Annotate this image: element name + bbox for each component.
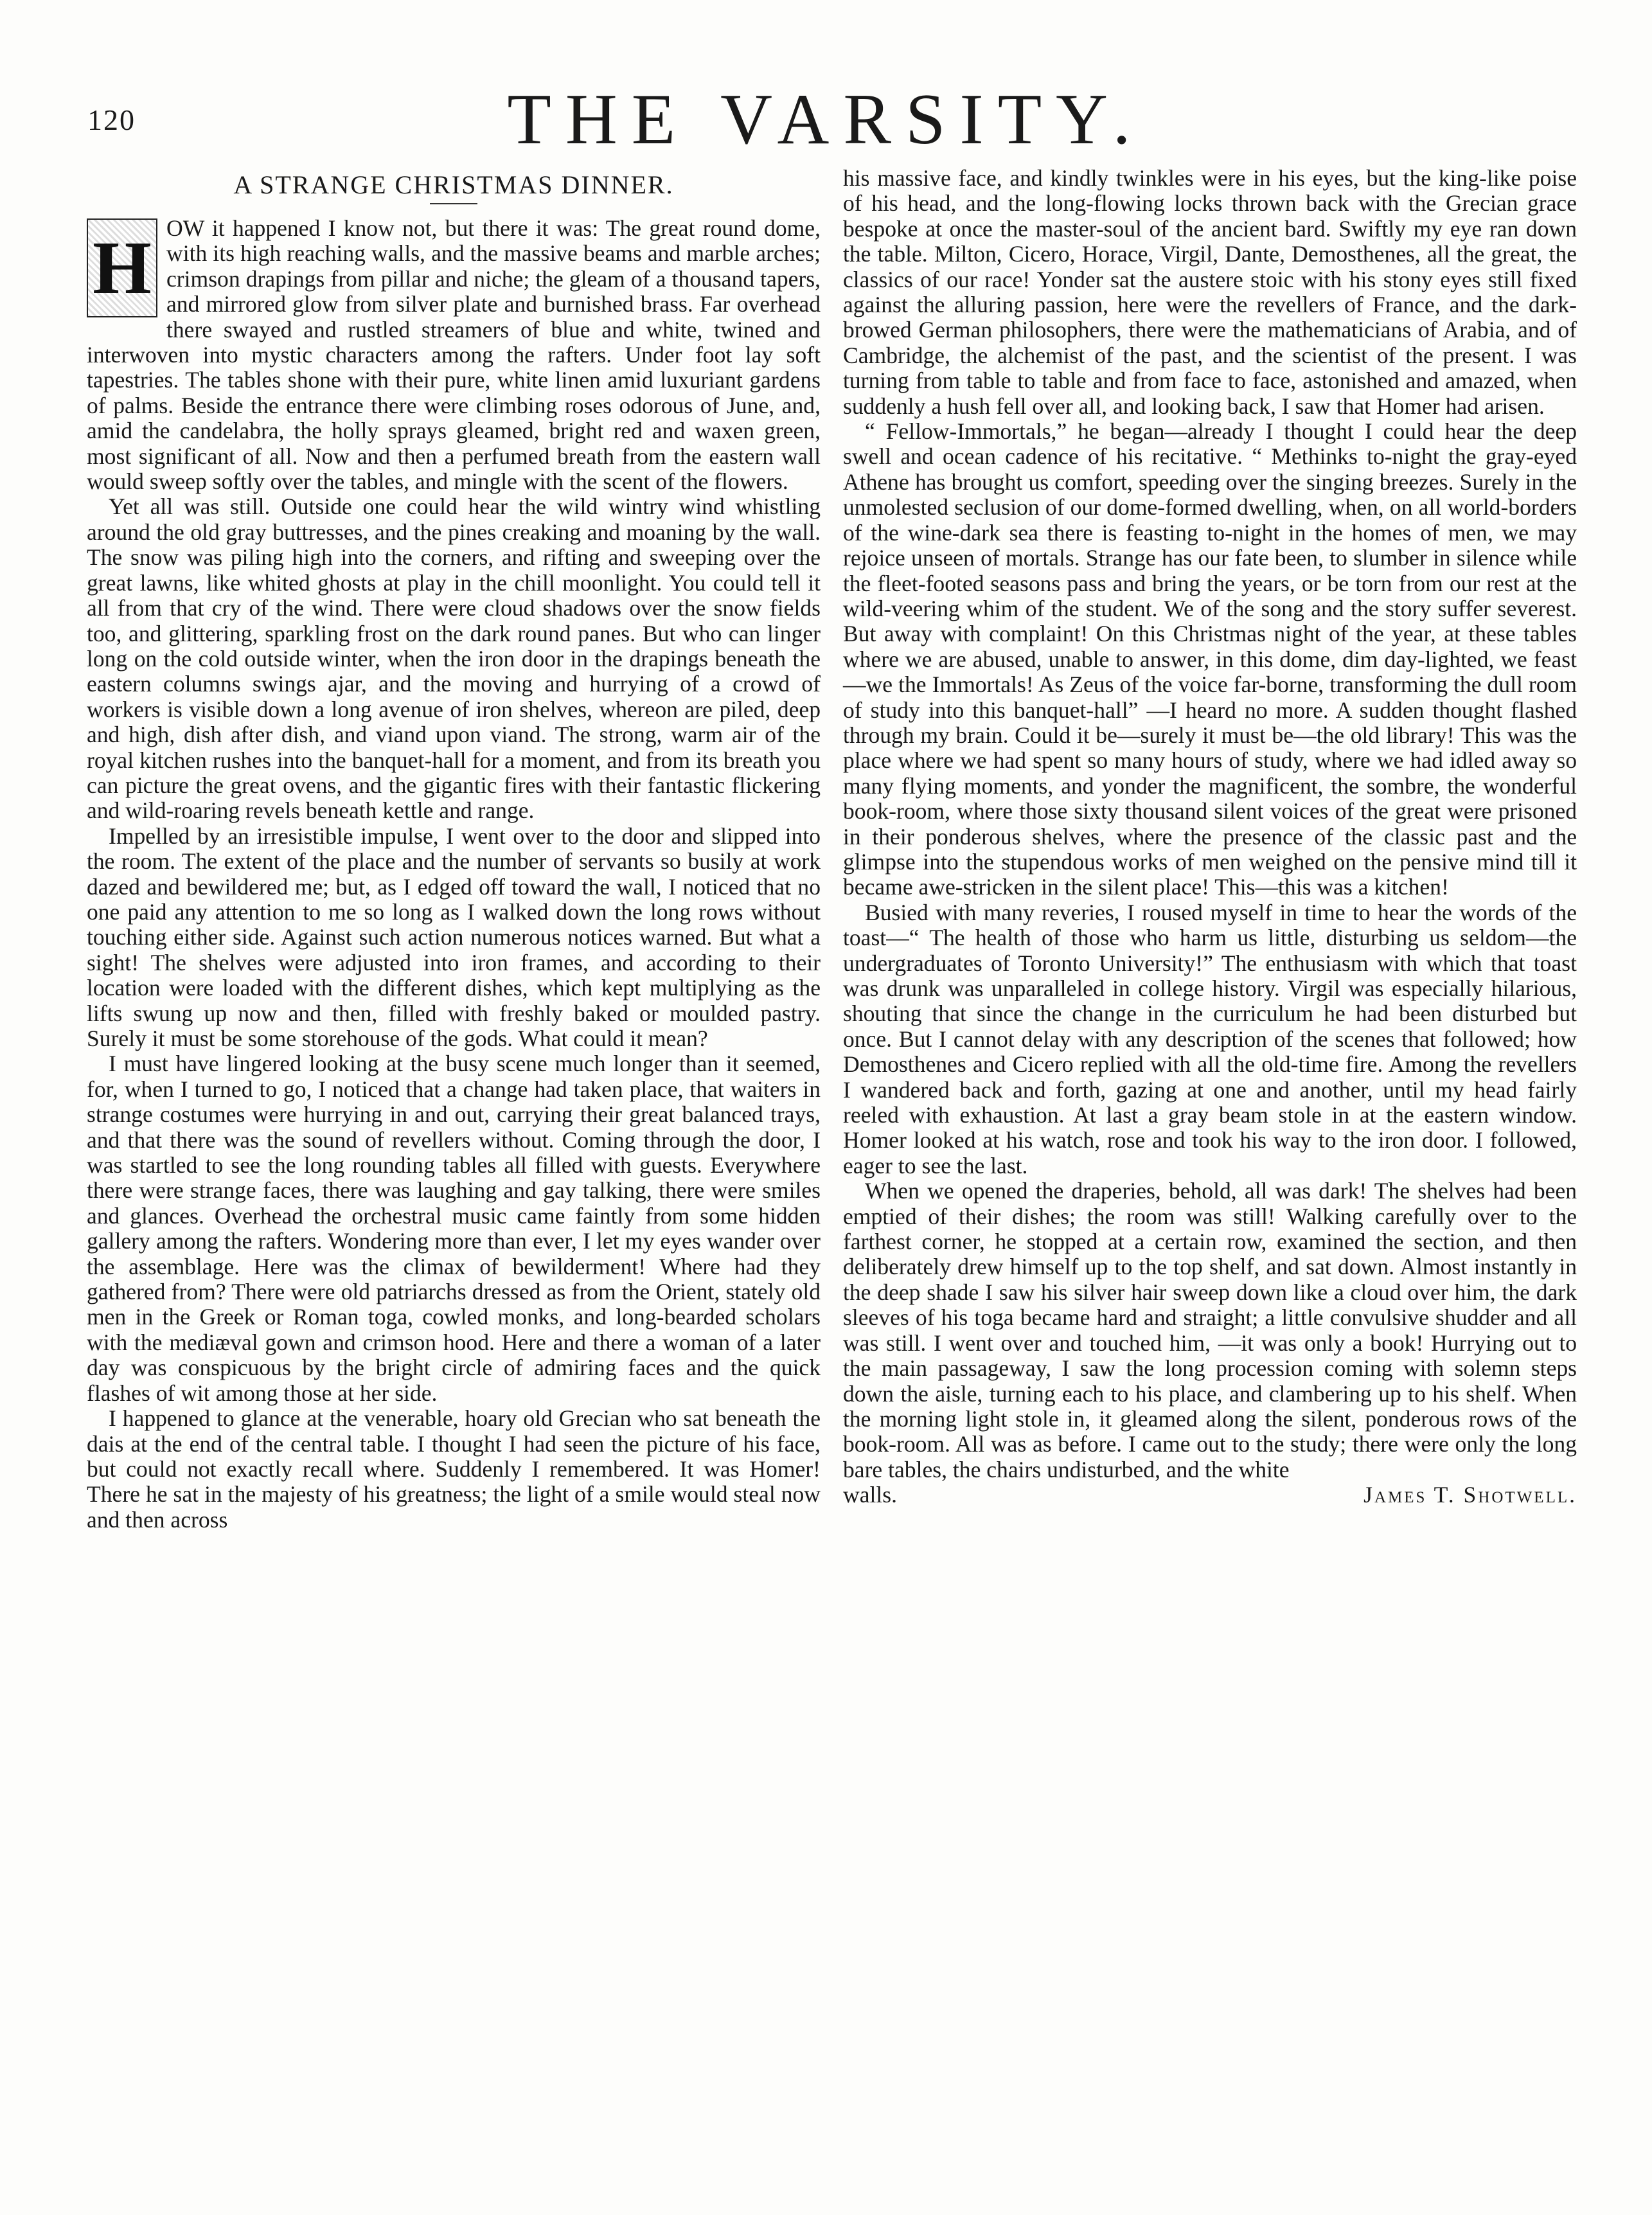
dropcap-initial: H	[87, 218, 157, 317]
article-paragraph: I must have lingered looking at the busy scene much longer than it seemed, for, when I turned to go, I noticed that a change had taken place, that waiters in strange costumes were hurrying in and out, carrying their great balanced trays, and that there was the sound of revellers without. Coming through the door, I was startled to see the long rounding tables all filled with guests. Everywhere there were strange faces, there was laughing and gay talking, there were smiles and glances. Overhead the orchestral music came faintly from some hidden gallery among the rafters. Wondering more than ever, I let my eyes wander over the assemblage. Here was the climax of bewilderment! Where had they gathered from? There were old patriarchs dressed as from the Orient, stately old men in the Greek or Roman toga, cowled monks, and long-bearded scholars with the mediæval gown and crimson hood. Here and there a woman of a later day was conspicuous by the bright circle of admiring faces and the quick flashes of wit among those at her side.	[87, 1051, 821, 1406]
article-paragraph: Impelled by an irresistible impulse, I went over to the door and slipped into the room. The extent of the place and the number of servants so busily at work dazed and bewildered me; but, as I edged off toward the wall, I noticed that no one paid any attention to me so long as I walked down the long rows without touching either side. Against such action numerous notices warned. But what a sight! The shelves were adjusted into iron frames, and according to their location were loaded with the different dishes, which kept multiplying as the lifts swung up now and then, filled with freshly baked or moulded pastry. Surely it must be some storehouse of the gods. What could it mean?	[87, 823, 821, 1051]
article-paragraph: “ Fellow-Immortals,” he began—already I thought I could hear the deep swell and ocean cadence of his recitative. “ Methinks to-night the gray-eyed Athene has brought us comfort, speeding over the singing breezes. Surely in the unmolested seclusion of our dome-formed dwelling, when, on all world-borders of the wine-dark sea there is feasting to-night in the homes of men, we may rejoice unseen of mortals. Strange has our fate been, to slumber in silence while the fleet-footed seasons pass and bring the years, or be torn from our rest at the wild-veering whim of the student. We of the song and the story suffer severest. But away with complaint! On this Christmas night of the year, at these tables where we are abused, unable to answer, in this dome, dim day-lighted, we feast —we the Immortals! As Zeus of the voice far-borne, transforming the dull room of study into this banquet-hall” —I heard no more. A sudden thought flashed through my brain. Could it be—surely it must be—the old library! This was the place where we had spent so many hours of study, where we had idled away so many flying moments, and yonder the magnificent, the sombre, the wonderful book-room, where those sixty thousand silent voices of the great were prisoned in their ponderous shelves, where the presence of the classic past and the glimpse into the stupendous works of men weighed on the pensive mind till it became awe-stricken in the silent place! This—this was a kitchen!	[843, 418, 1577, 900]
article-paragraph: Yet all was still. Outside one could hear the wild wintry wind whistling around the old gray buttresses, and the pines creaking and moaning by the wall. The snow was piling high into the corners, and rifting and sweeping over the great lawns, like whited ghosts at play in the chill moonlight. You could tell it all from that cry of the wind. There were cloud shadows over the snow fields too, and glittering, sparkling frost on the dark round panes. But who can linger long on the cold outside winter, when the iron door in the drapings beneath the eastern columns swings ajar, and the moving and hurrying of a crowd of workers is visible down a long avenue of iron shelves, whereon are piled, deep and high, dish after dish, and viand upon viand. The strong, warm air of the royal kitchen rushes into the banquet-hall for a moment, and from its breath you can picture the great ovens, and the gigantic fires with their fantastic flickering and wild-roaring revels beneath kettle and range.	[87, 494, 821, 824]
left-column	[87, 168, 821, 1533]
closing-line	[843, 1482, 1577, 1508]
author-signature: James T. Shotwell.	[1363, 1482, 1577, 1508]
article-paragraph: Busied with many reveries, I roused myself in time to hear the words of the toast—“ The health of those who harm us little, disturbing us seldom—the undergraduates of Toronto University!” The enthusiasm with which that toast was drunk was unparalleled in college history. Virgil was especially hilarious, shouting that since the change in the curriculum he had been disturbed but once. But I cannot delay with any description of the scenes that followed; how Demosthenes and Cicero replied with all the old-time fire. Among the revellers I wandered back and forth, gazing at one and another, until my head fairly reeled with exhaustion. At last a gray beam stole in at the eastern window. Homer looked at his watch, rose and took his way to the iron door. I followed, eager to see the last.	[843, 899, 1577, 1179]
article-paragraph: I happened to glance at the venerable, hoary old Grecian who sat beneath the dais at the end of the central table. I thought I had seen the picture of his face, but could not exactly recall where. Suddenly I remembered. It was Homer! There he sat in the majesty of his greatness; the light of a smile would steal now and then across	[87, 1405, 821, 1533]
article-paragraph: his massive face, and kindly twinkles were in his eyes, but the king-like poise of his head, and the long-flowing locks thrown back with the Grecian grace bespoke at once the master-soul of the ancient bard. Swiftly my eye ran down the table. Milton, Cicero, Horace, Virgil, Dante, Demosthenes, all the great, the classics of our race! Yonder sat the austere stoic with his stony eyes still fixed against the alluring passion, here were the revellers of France, and the dark-browed German philosophers, there were the mathematicians of Arabia, and of Cambridge, the alchemist of the past, and the scientist of the present. I was turning from table to table and from face to face, astonished and amazed, when suddenly a hush fell over all, and looking back, I saw that Homer had arisen.	[843, 165, 1577, 419]
masthead-title: THE VARSITY.	[507, 80, 1145, 159]
article-paragraph: When we opened the draperies, behold, all was dark! The shelves had been emptied of their dishes; the room was still! Walking carefully over to the farthest corner, he stopped at a certain row, examined the section, and then deliberately drew himself up to the top shelf, and sat down. Almost instantly in the deep shade I saw his silver hair sweep down like a cloud over him, the dark sleeves of his toga became hard and straight; a little convulsive shudder and all was still. I went over and touched him, —it was only a book! Hurrying out to the main passageway, I saw the long procession coming with solemn steps down the aisle, turning each to his place, and clambering up to his shelf. When the morning light stole in, it gleamed along the silent, ponderous rows of the book-room. All was as before. I came out to the study; there were only the long bare tables, the chairs undisturbed, and the white	[843, 1178, 1577, 1482]
right-column	[843, 166, 1577, 1508]
paragraph-text: OW it happened I know not, but there it was: The great round dome, with its high reaching walls, and the massive beams and marble arches; crimson drapings from pillar and niche; the gleam of a thousand tapers, and mirrored glow from silver plate and burnished brass. Far overhead there swayed and rustled streamers of blue and white, twined and interwoven into mystic characters among the rafters. Under foot lay soft tapestries. The tables shone with their pure, white linen amid luxuriant gardens of palms. Beside the entrance there were climbing roses odorous of June, and, amid the candelabra, the holly sprays gleamed, bright red and waxen green, most significant of all. Now and then a perfumed breath from the eastern wall would sweep softly over the tables, and mingle with the scent of the flowers.	[87, 215, 821, 495]
page-number: 120	[87, 103, 136, 136]
article-title: A STRANGE CHRISTMAS DINNER.	[233, 170, 674, 199]
closing-word: walls.	[843, 1482, 897, 1508]
title-rule	[430, 203, 477, 204]
article-paragraph	[87, 216, 821, 494]
